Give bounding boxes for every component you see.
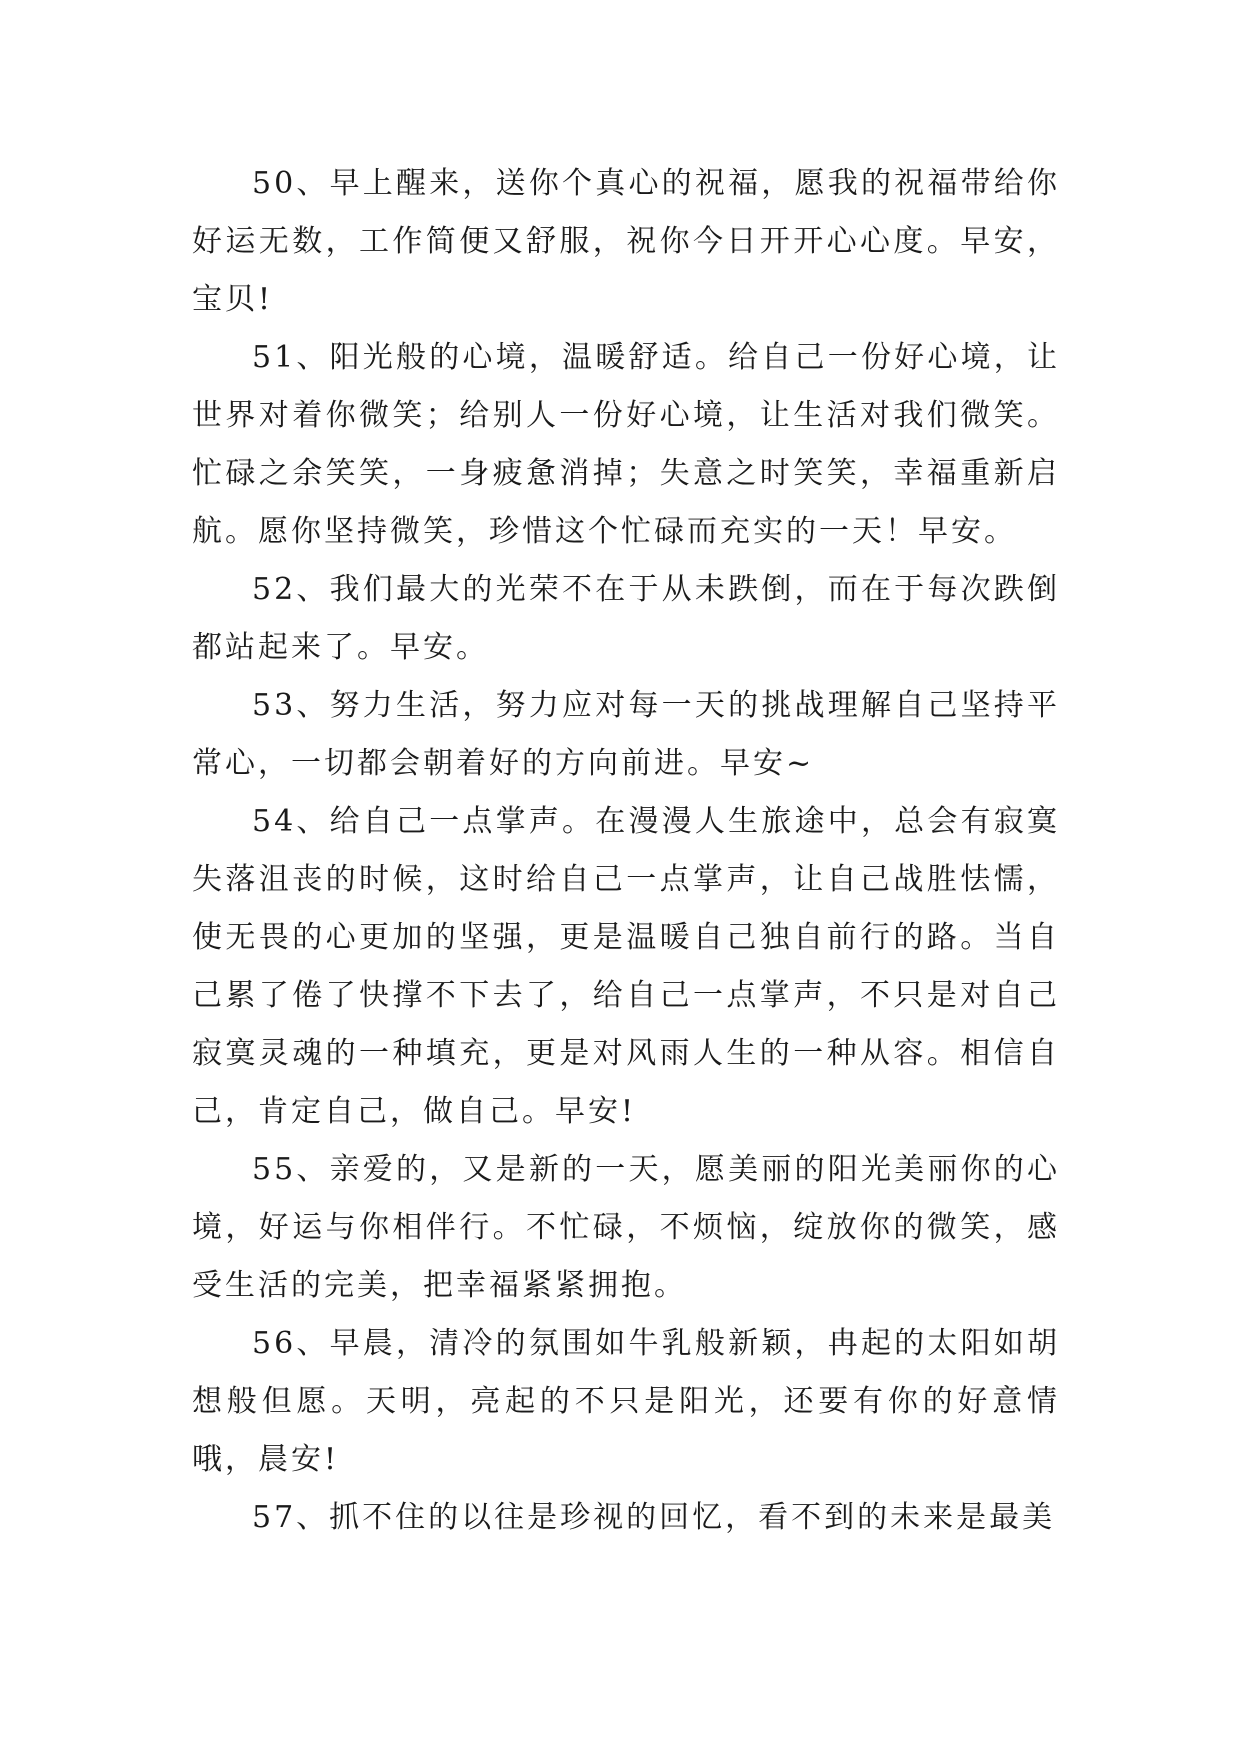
document-body (192, 155, 1060, 1547)
paragraph-57: 57、抓不住的以往是珍视的回忆，看不到的未来是最美 (252, 1500, 1056, 1535)
paragraph-51: 51、阳光般的心境，温暖舒适。给自己一份好心境，让世界对着你微笑；给别人一份好心境，让生活对我们微笑。忙碌之余笑笑，一身疲惫消掉；失意之时笑笑，幸福重新启航。愿你坚持微笑，珍惜这个忙碌而充实的一天！早安。 (192, 340, 1060, 549)
paragraph-54: 54、给自己一点掌声。在漫漫人生旅途中，总会有寂寞失落沮丧的时候，这时给自己一点掌声，让自己战胜怯懦，使无畏的心更加的坚强，更是温暖自己独自前行的路。当自己累了倦了快撑不下去了，给自己一点掌声，不只是对自己寂寞灵魂的一种填充，更是对风雨人生的一种从容。相信自己，肯定自己，做自己。早安! (192, 804, 1060, 1129)
paragraph-53: 53、努力生活，努力应对每一天的挑战理解自己坚持平常心，一切都会朝着好的方向前进。早安~ (192, 688, 1060, 781)
paragraph-56: 56、早晨，清冷的氛围如牛乳般新颖，冉起的太阳如胡想般但愿。天明，亮起的不只是阳光，还要有你的好意情哦，晨安! (192, 1326, 1060, 1477)
paragraph-50: 50、早上醒来，送你个真心的祝福，愿我的祝福带给你好运无数，工作简便又舒服，祝你今日开开心心度。早安，宝贝! (192, 166, 1060, 317)
paragraph-52: 52、我们最大的光荣不在于从未跌倒，而在于每次跌倒都站起来了。早安。 (192, 572, 1060, 665)
paragraph-55: 55、亲爱的，又是新的一天，愿美丽的阳光美丽你的心境，好运与你相伴行。不忙碌，不烦恼，绽放你的微笑，感受生活的完美，把幸福紧紧拥抱。 (192, 1152, 1060, 1303)
